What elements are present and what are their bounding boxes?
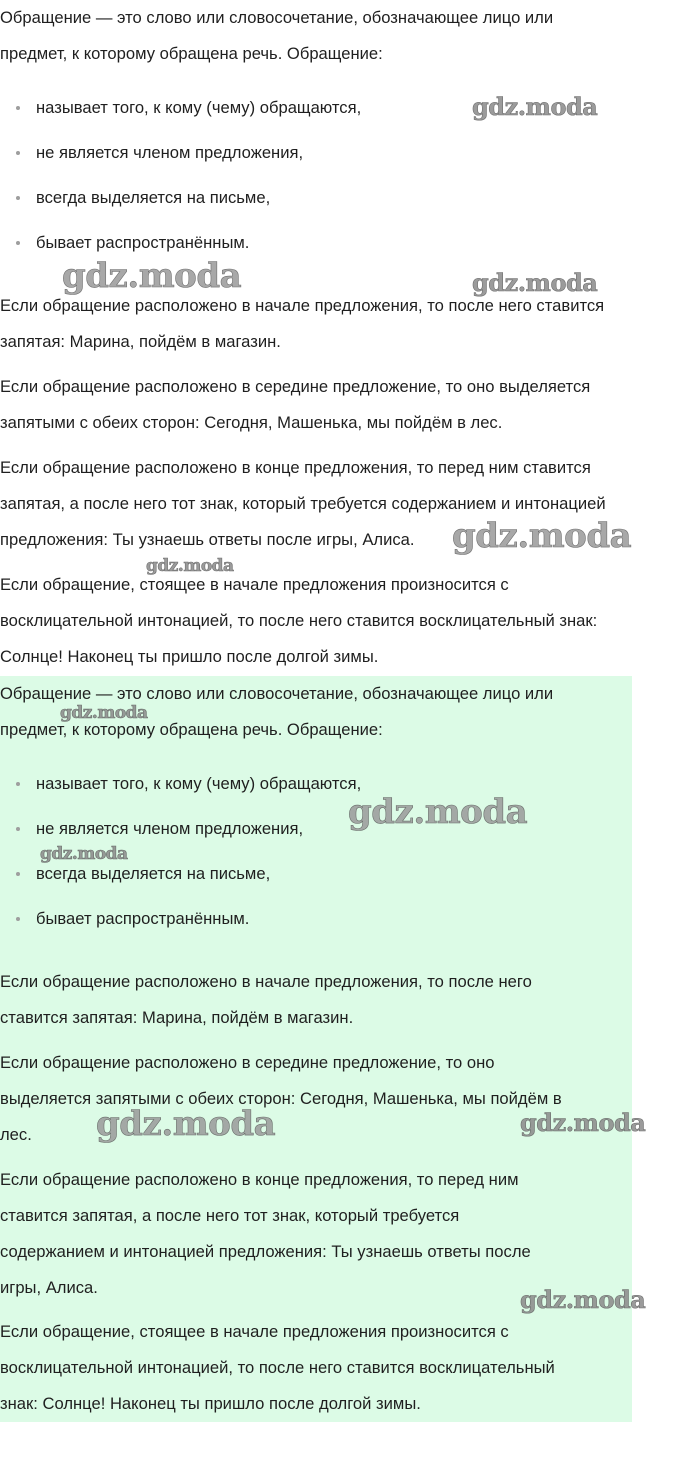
intro-paragraph: Обращение — это слово или словосочетание, обозначающее лицо или предмет, к которому обращена речь. Обращение: <box>0 684 554 739</box>
bullet-dot-icon <box>16 196 20 200</box>
list-item: не является членом предложения, <box>0 817 600 841</box>
bullet-dot-icon <box>16 151 20 155</box>
list-item: всегда выделяется на письме, <box>0 186 600 210</box>
answer-block-2 <box>0 676 632 1422</box>
bullet-dot-icon <box>16 917 20 921</box>
rule-start-paragraph: Если обращение расположено в начале предложения, то после него ставится запятая: Марина, пойдём в магазин. <box>0 296 605 351</box>
bullet-dot-icon <box>16 106 20 110</box>
bullet-dot-icon <box>16 827 20 831</box>
rule-exclaim-paragraph: Если обращение, стоящее в начале предложения произносится с восклицательной интонацией, то после него ставится восклицательный знак: Солнце! Наконец ты пришло после долгой зимы. <box>0 575 598 666</box>
list-item: называет того, к кому (чему) обращаются, <box>0 772 600 796</box>
rule-end-paragraph: Если обращение расположено в конце предложения, то перед ним ставится запятая, а после него тот знак, который требуется содержанием и интонацией предложения: Ты узнаешь ответы после игры, Алиса. <box>0 458 606 549</box>
watermark-logo: gdz.moda <box>40 844 128 864</box>
list-item: всегда выделяется на письме, <box>0 862 600 886</box>
watermark-logo: gdz.moda <box>96 1104 276 1144</box>
watermark-logo: gdz.moda <box>62 256 242 296</box>
bullet-dot-icon <box>16 241 20 245</box>
watermark-logo: gdz.moda <box>472 268 598 297</box>
rule-middle-paragraph: Если обращение расположено в середине предложение, то оно выделяется запятыми с обеих сторон: Сегодня, Машенька, мы пойдём в лес. <box>0 1053 562 1144</box>
bullet-dot-icon <box>16 782 20 786</box>
watermark-logo: gdz.moda <box>520 1285 646 1314</box>
rule-end-paragraph: Если обращение расположено в конце предложения, то перед ним ставится запятая, а после него тот знак, который требуется содержанием и интонацией предложения: Ты узнаешь ответы после игры, Алиса. <box>0 1170 531 1297</box>
watermark-logo: gdz.moda <box>348 792 528 832</box>
watermark-logo: gdz.moda <box>520 1108 646 1137</box>
answer-block-1 <box>0 0 680 676</box>
watermark-logo: gdz.moda <box>146 556 234 576</box>
list-item: бывает распространённым. <box>0 907 600 931</box>
watermark-logo: gdz.moda <box>472 92 598 121</box>
list-item: называет того, к кому (чему) обращаются, <box>0 96 600 120</box>
intro-paragraph: Обращение — это слово или словосочетание, обозначающее лицо или предмет, к которому обращена речь. Обращение: <box>0 8 554 63</box>
bullet-dot-icon <box>16 872 20 876</box>
watermark-logo: gdz.moda <box>60 703 148 723</box>
rule-exclaim-paragraph: Если обращение, стоящее в начале предложения произносится с восклицательной интонацией, то после него ставится восклицательный знак: Солнце! Наконец ты пришло после долгой зимы. <box>0 1322 555 1413</box>
watermark-logo: gdz.moda <box>452 516 632 556</box>
rule-start-paragraph: Если обращение расположено в начале предложения, то после него ставится запятая: Марина, пойдём в магазин. <box>0 972 532 1027</box>
list-item: не является членом предложения, <box>0 141 600 165</box>
list-item: бывает распространённым. <box>0 231 600 255</box>
rule-middle-paragraph: Если обращение расположено в середине предложение, то оно выделяется запятыми с обеих сторон: Сегодня, Машенька, мы пойдём в лес. <box>0 377 591 432</box>
